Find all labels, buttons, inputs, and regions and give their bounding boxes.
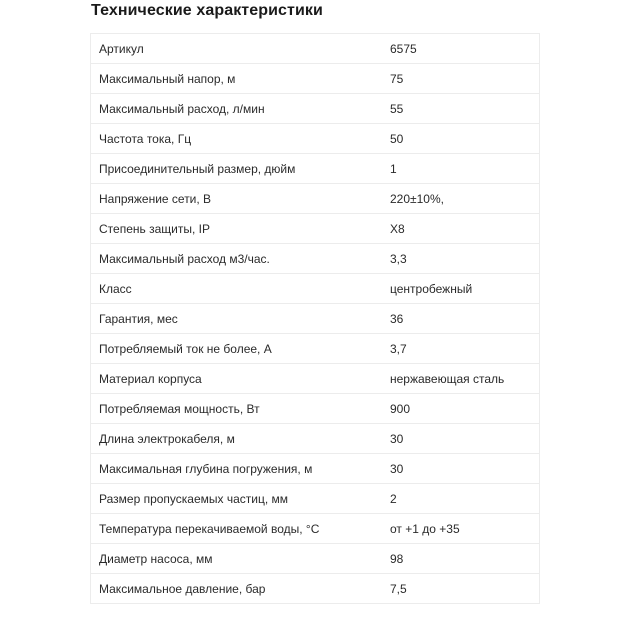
table-row bbox=[91, 154, 540, 184]
spec-value: нержавеющая сталь bbox=[382, 364, 540, 394]
spec-label: Максимальное давление, бар bbox=[91, 574, 383, 604]
table-row bbox=[91, 184, 540, 214]
spec-label: Материал корпуса bbox=[91, 364, 383, 394]
spec-label: Частота тока, Гц bbox=[91, 124, 383, 154]
spec-value: 6575 bbox=[382, 34, 540, 64]
spec-value: центробежный bbox=[382, 274, 540, 304]
spec-label: Гарантия, мес bbox=[91, 304, 383, 334]
table-row bbox=[91, 484, 540, 514]
spec-label: Потребляемый ток не более, А bbox=[91, 334, 383, 364]
spec-label: Потребляемая мощность, Вт bbox=[91, 394, 383, 424]
table-row bbox=[91, 454, 540, 484]
spec-value: 50 bbox=[382, 124, 540, 154]
spec-label: Диаметр насоса, мм bbox=[91, 544, 383, 574]
spec-label: Степень защиты, IP bbox=[91, 214, 383, 244]
table-row bbox=[91, 124, 540, 154]
spec-value: 7,5 bbox=[382, 574, 540, 604]
table-row bbox=[91, 94, 540, 124]
spec-value: 30 bbox=[382, 424, 540, 454]
spec-value: 36 bbox=[382, 304, 540, 334]
specs-table bbox=[90, 33, 540, 604]
table-row bbox=[91, 244, 540, 274]
table-row bbox=[91, 304, 540, 334]
spec-value: X8 bbox=[382, 214, 540, 244]
spec-label: Максимальный расход м3/час. bbox=[91, 244, 383, 274]
table-row bbox=[91, 424, 540, 454]
spec-value: 3,7 bbox=[382, 334, 540, 364]
table-row bbox=[91, 574, 540, 604]
spec-value: 1 bbox=[382, 154, 540, 184]
spec-label: Максимальный расход, л/мин bbox=[91, 94, 383, 124]
spec-label: Температура перекачиваемой воды, °С bbox=[91, 514, 383, 544]
spec-label: Артикул bbox=[91, 34, 383, 64]
table-row bbox=[91, 364, 540, 394]
spec-label: Класс bbox=[91, 274, 383, 304]
spec-value: 98 bbox=[382, 544, 540, 574]
table-row bbox=[91, 34, 540, 64]
spec-label: Длина электрокабеля, м bbox=[91, 424, 383, 454]
spec-value: 75 bbox=[382, 64, 540, 94]
spec-value: от +1 до +35 bbox=[382, 514, 540, 544]
spec-label: Максимальная глубина погружения, м bbox=[91, 454, 383, 484]
spec-label: Присоединительный размер, дюйм bbox=[91, 154, 383, 184]
spec-value: 900 bbox=[382, 394, 540, 424]
spec-label: Напряжение сети, В bbox=[91, 184, 383, 214]
spec-value: 2 bbox=[382, 484, 540, 514]
spec-value: 3,3 bbox=[382, 244, 540, 274]
table-row bbox=[91, 544, 540, 574]
spec-label: Размер пропускаемых частиц, мм bbox=[91, 484, 383, 514]
spec-value: 220±10%, bbox=[382, 184, 540, 214]
spec-value: 55 bbox=[382, 94, 540, 124]
table-row bbox=[91, 514, 540, 544]
table-row bbox=[91, 64, 540, 94]
spec-label: Максимальный напор, м bbox=[91, 64, 383, 94]
spec-value: 30 bbox=[382, 454, 540, 484]
table-row bbox=[91, 334, 540, 364]
table-row bbox=[91, 214, 540, 244]
table-row bbox=[91, 274, 540, 304]
table-row bbox=[91, 394, 540, 424]
section-title: Технические характеристики bbox=[91, 2, 323, 19]
